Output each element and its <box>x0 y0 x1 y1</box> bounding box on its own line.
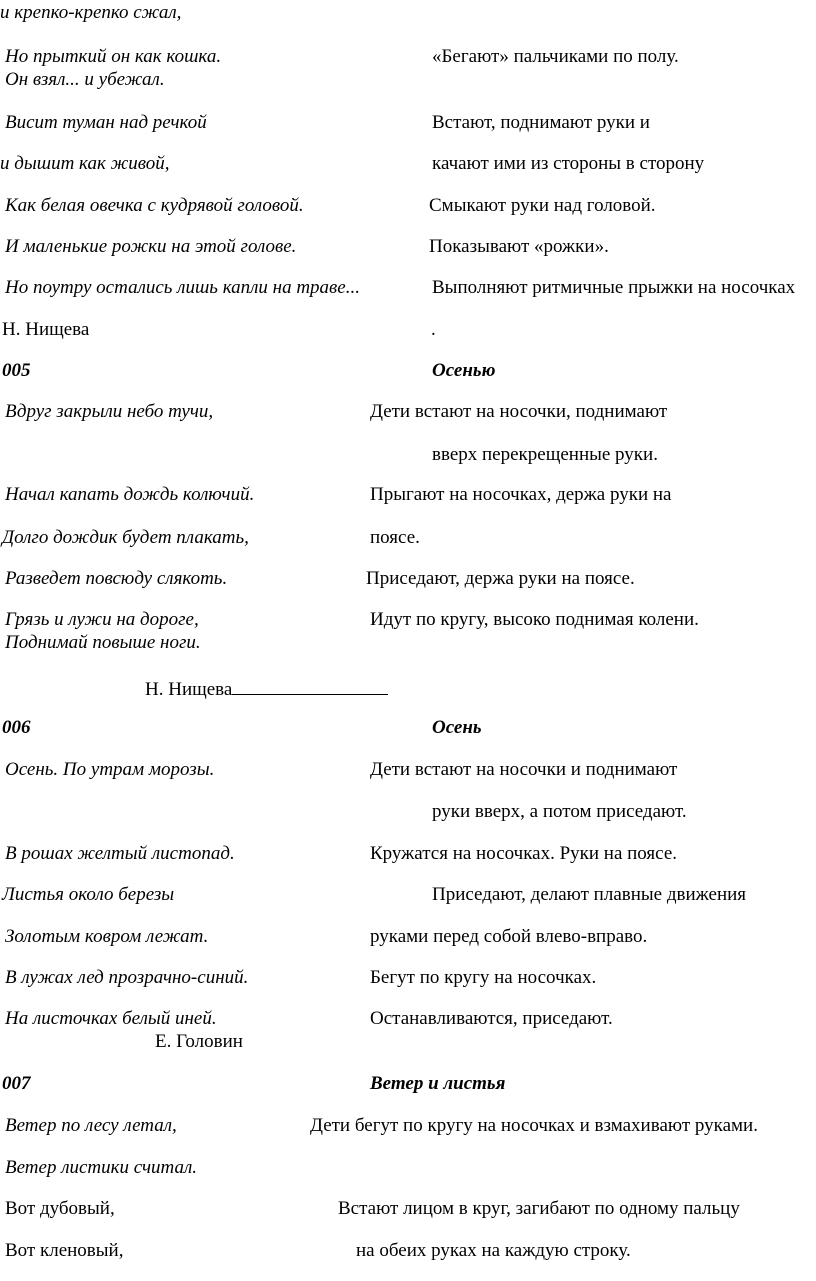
action-line: поясе. <box>370 527 420 548</box>
poem-line: Но прыткий он как кошка. <box>5 46 222 67</box>
poem-line: Вот дубовый, <box>5 1198 115 1219</box>
poem-line: Поднимай повыше ноги. <box>5 632 201 653</box>
section-title: Осень <box>432 717 482 738</box>
poem-line: Ветер по лесу летал, <box>5 1115 177 1136</box>
poem-line: Долго дождик будет плакать, <box>2 527 249 548</box>
section-title: Ветер и листья <box>370 1073 506 1094</box>
author: Е. Головин <box>155 1031 243 1052</box>
action-line: Дети встают на носочки и поднимают <box>370 759 678 780</box>
poem-line: Начал капать дождь колючий. <box>5 484 255 505</box>
author-line <box>145 676 388 701</box>
action-line: вверх перекрещенные руки. <box>432 444 658 465</box>
action-line: Встают лицом в круг, загибают по одному пальцу <box>338 1198 740 1219</box>
action-line: «Бегают» пальчиками по полу. <box>432 46 679 67</box>
period-mark: . <box>431 319 436 340</box>
poem-line: В лужах лед прозрачно-синий. <box>5 967 249 988</box>
action-line: Смыкают руки над головой. <box>429 195 656 216</box>
poem-line: и крепко-крепко сжал, <box>0 2 182 23</box>
action-line: Бегут по кругу на носочках. <box>370 967 597 988</box>
action-line: руками перед собой влево-вправо. <box>370 926 648 947</box>
author: Н. Нищева <box>145 679 233 700</box>
poem-line: Разведет повсюду слякоть. <box>5 568 228 589</box>
action-line: руки вверх, а потом приседают. <box>432 801 687 822</box>
poem-line: И маленькие рожки на этой голове. <box>5 236 297 257</box>
action-line: Кружатся на носочках. Руки на поясе. <box>370 843 678 864</box>
section-number: 005 <box>2 360 31 381</box>
action-line: Приседают, держа руки на поясе. <box>366 568 635 589</box>
poem-line: В рошах желтый листопад. <box>5 843 235 864</box>
poem-line: Осень. По утрам морозы. <box>5 759 215 780</box>
poem-line: и дышит как живой, <box>0 153 170 174</box>
action-line: Выполняют ритмичные прыжки на носочках <box>432 277 796 298</box>
action-line: Останавливаются, приседают. <box>370 1008 613 1029</box>
action-line: Прыгают на носочках, держа руки на <box>370 484 672 505</box>
author: Н. Нищева <box>2 319 90 340</box>
poem-line: Он взял... и убежал. <box>5 69 165 90</box>
action-line: Дети встают на носочки, поднимают <box>370 401 668 422</box>
action-line: Показывают «рожки». <box>429 236 609 257</box>
poem-line: Грязь и лужи на дороге, <box>5 609 199 630</box>
poem-line: На листочках белый иней. <box>5 1008 217 1029</box>
poem-line: Золотым ковром лежат. <box>5 926 209 947</box>
action-line: на обеих руках на каждую строку. <box>356 1240 631 1261</box>
action-line: Дети бегут по кругу на носочках и взмахивают руками. <box>310 1115 758 1136</box>
action-line: качают ими из стороны в сторону <box>432 153 705 174</box>
poem-line: Но поутру остались лишь капли на траве... <box>5 277 360 298</box>
poem-line: Листья около березы <box>2 884 175 905</box>
section-number: 006 <box>2 717 31 738</box>
poem-line: Висит туман над речкой <box>5 112 207 133</box>
section-number: 007 <box>2 1073 31 1094</box>
signature-underline <box>232 676 388 695</box>
poem-line: Как белая овечка с кудрявой головой. <box>5 195 304 216</box>
action-line: Идут по кругу, высоко поднимая колени. <box>370 609 699 630</box>
poem-line: Вот кленовый, <box>5 1240 124 1261</box>
section-title: Осенью <box>432 360 496 381</box>
poem-line: Ветер листики считал. <box>5 1157 198 1178</box>
action-line: Встают, поднимают руки и <box>432 112 650 133</box>
action-line: Приседают, делают плавные движения <box>432 884 747 905</box>
poem-line: Вдруг закрыли небо тучи, <box>5 401 214 422</box>
